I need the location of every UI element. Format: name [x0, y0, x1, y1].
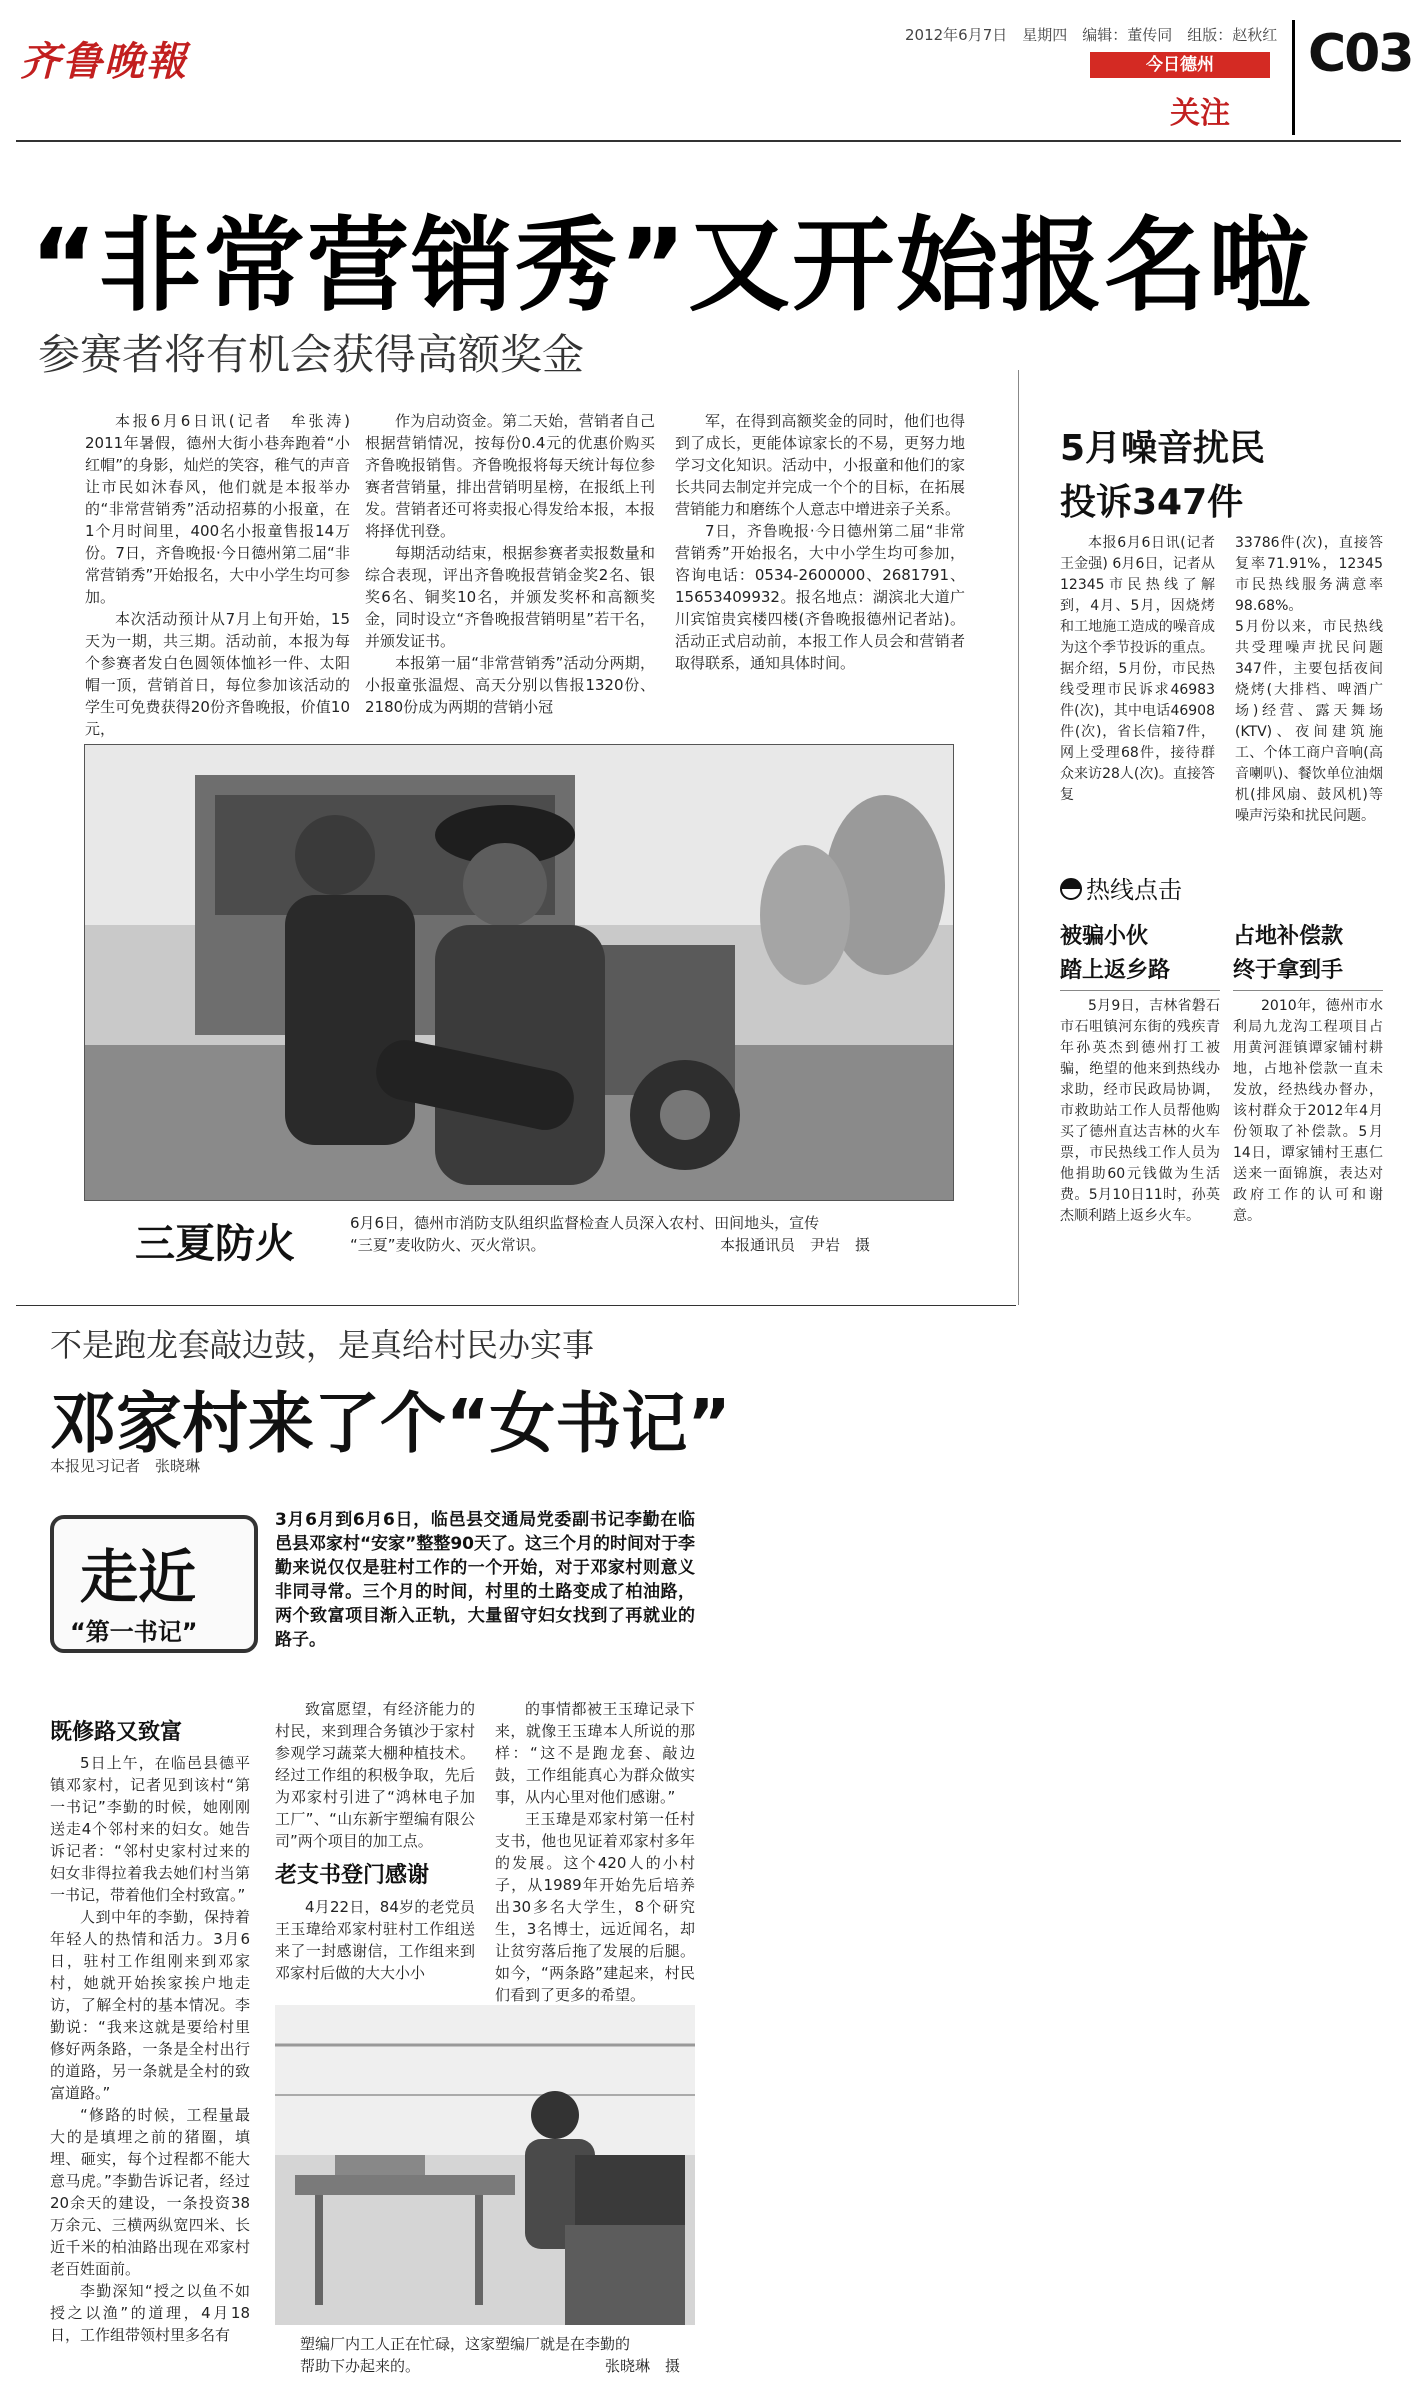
story-2-column-2 [275, 1698, 475, 1852]
masthead-logo: 齐鲁晚報 [20, 38, 188, 85]
hotline-header [1060, 870, 1182, 905]
story-2-kicker: 不是跑龙套敲边鼓，是真给村民办实事 [50, 1326, 595, 1364]
section-focus-label: 关注 [1170, 96, 1230, 131]
story-a-body: 5月9日，吉林省磐石市石咀镇河东街的残疾青年孙英杰到德州打工被骗，绝望的他来到热线办求助，经市民政局协调，市救助站工作人员帮他购买了德州直达吉林的火车票，市民热线工作人员为他捐助60元钱做为生活费。5月10日11时，孙英杰顺利踏上返乡火车。 [1060, 998, 1220, 1224]
header-divider [1292, 20, 1295, 135]
column-badge-subtitle: “第一书记” [70, 1618, 198, 1646]
paragraph: 4月22日，84岁的老党员王玉瑋给邓家村驻村工作组送来了一封感谢信，工作组来到邓家村后做的大大小小 [275, 1898, 475, 1982]
section-title: 老支书登门感谢 [275, 1863, 430, 1888]
caption-line-row [350, 1234, 950, 1256]
caption-line: 塑编厂内工人正在忙碌，这家塑编厂就是在李勤的 [300, 2335, 631, 2353]
main-story-column-1 [85, 410, 350, 740]
sidebar-column-2: 33786件(次)，直接答复率71.91%，12345市民热线服务满意率98.68%。 5月份以来，市民热线共受理噪声扰民问题347件，主要包括夜间烧烤(大排档、啤酒广场)经营、露天舞场(KTV)、夜间建筑施工、个体工商户音响(高音喇叭)、餐饮单位油烟机(排风扇、鼓风机)等噪声污染和扰民问题。 [1235, 535, 1383, 824]
main-story-column-2 [365, 410, 655, 718]
story-b-body: 2010年，德州市水利局九龙沟工程项目占用黄河涯镇谭家铺村耕地，占地补偿款一直未发放，经热线办督办，该村群众于2012年4月份领取了补偿款。5月14日，谭家铺村王惠仁送来一面锦旗，表达对政府工作的认可和谢意。 [1233, 998, 1383, 1224]
fire-safety-photo-image [85, 745, 953, 1200]
story-b-title [1233, 920, 1343, 988]
photo-credit: 本报通讯员 尹岩 摄 [719, 1236, 870, 1254]
story-2-column-3 [495, 1698, 695, 2006]
sidebar-title-line-2: 投诉347件 [1060, 482, 1244, 523]
paragraph: 本次活动预计从7月上旬开始，15天为一期，共三期。活动前，本报为每个参赛者发白色圆领体恤衫一件、太阳帽一顶，营销首日，每位参加该活动的学生可免费获得20份齐鲁晚报，价值10元， [85, 610, 350, 738]
caption-line: “三夏”麦收防火、灭火常识。 [350, 1236, 546, 1254]
fire-safety-photo [84, 744, 954, 1201]
paragraph: 5日上午，在临邑县德平镇邓家村，记者见到该村“第一书记”李勤的时候，她刚刚送走4个邻村来的妇女。她告诉记者：“邻村史家村过来的妇女非得拉着我去她们村当第一书记，带着他们全村致富。” [50, 1754, 250, 1904]
paragraph: 人到中年的李勤，保持着年轻人的热情和活力。3月6日，驻村工作组刚来到邓家村，她就开始挨家挨户地走访，了解全村的基本情况。李勤说：“我来这就是要给村里修好两条路，一条是全村出行的道路，另一条就是全村的致富道路。” [50, 1908, 250, 2102]
hotline-label: 热线点击 [1086, 876, 1182, 904]
story-2-headline: 邓家村来了个“女书记” [50, 1385, 731, 1462]
workshop-photo-caption [300, 2333, 700, 2377]
paragraph: 李勤深知“授之以鱼不如授之以渔”的道理，4月18日，工作组带领村里多名有 [50, 2282, 250, 2344]
story-a-title-line-1: 被骗小伙 [1060, 924, 1149, 949]
paragraph: 7日，齐鲁晚报·今日德州第二届“非常营销秀”开始报名，大中小学生均可参加，咨询电话：0534-2600000、2681791、15653409932。报名地点：湖滨北大道广川宾馆贵宾楼四楼(齐鲁晚报德州记者站)。活动正式启动前，本报工作人员会和营销者取得联系，通知具体时间。 [675, 522, 965, 672]
story-b-title-line-2: 终于拿到手 [1233, 958, 1344, 983]
section-banner: 今日德州 [1090, 52, 1270, 78]
story-2-column-2b [275, 1896, 475, 1984]
hotline-icon [1060, 878, 1082, 900]
section-title: 既修路又致富 [50, 1720, 183, 1745]
paragraph: 军，在得到高额奖金的同时，他们也得到了成长，更能体谅家长的不易，更努力地学习文化知识。活动中，小报童和他们的家长共同去制定并完成一个个的目标，在拓展营销能力和磨练个人意志中增进亲子关系。 [675, 412, 965, 518]
story-2-lead: 3月6月到6月6日，临邑县交通局党委副书记李勤在临邑县邓家村“安家”整整90天了。这三个月的时间对于李勤来说仅仅是驻村工作的一个开始，对于邓家村则意义非同寻常。三个月的时间，村里的土路变成了柏油路，两个致富项目渐入正轨，大量留守妇女找到了再就业的路子。 [275, 1510, 696, 1650]
story-a-title-line-2: 踏上返乡路 [1060, 958, 1171, 983]
photo-credit: 张晓琳 摄 [604, 2357, 680, 2375]
story-2-byline: 本报见习记者 张晓琳 [50, 1457, 201, 1475]
paragraph: 本报6月6日讯(记者 牟张涛) 2011年暑假，德州大街小巷奔跑着“小红帽”的身影，灿烂的笑容，稚气的声音让市民如沐春风，他们就是本报举办的“非常营销秀”活动招募的小报童，在1个月时间里，400名小报童售报14万份。7日，齐鲁晚报·今日德州第二届“非常营销秀”开始报名，大中小学生均可参加。 [85, 412, 350, 606]
sidebar-column-1: 本报6月6日讯(记者 王金强) 6月6日，记者从12345市民热线了解到，4月、5月，因烧烤和工地施工造成的噪音成为这个季节投诉的重点。 据介绍，5月份，市民热线受理市民诉求46983件(次)，其中电话46908件(次)，省长信箱7件，网上受理68件，接待群众来访28人(次)。直接答复 [1060, 535, 1215, 803]
caption-line: 帮助下办起来的。 [300, 2357, 421, 2375]
paragraph: 作为启动资金。第二天始，营销者自己根据营销情况，按每份0.4元的优惠价购买齐鲁晚报销售。齐鲁晚报将每天统计每位参赛者营销量，排出营销明星榜，在报纸上刊发。营销者还可将卖报心得发给本报，本报将择优刊登。 [365, 412, 655, 540]
main-story-column-3 [675, 410, 965, 674]
caption-line: 6月6日，德州市消防支队组织监督检查人员深入农村、田间地头，宣传 [350, 1214, 820, 1232]
paragraph: 本报第一届“非常营销秀”活动分两期，小报童张温煜、高天分别以售报1320份、2180份成为两期的营销小冠 [365, 654, 655, 716]
header-rule [16, 140, 1401, 142]
paragraph: “修路的时候，工程量最大的是填埋之前的猪圈，填埋、砸实，每个过程都不能大意马虎。”李勤告诉记者，经过20余天的建设，一条投资38万余元、三横两纵宽四米、长近千米的柏油路出现在邓家村老百姓面前。 [50, 2106, 250, 2278]
story-a-rule [1060, 990, 1220, 991]
column-badge-title: 走近 [80, 1543, 197, 1611]
fire-photo-caption [350, 1212, 950, 1256]
story-2-rule [16, 1305, 1016, 1306]
workshop-photo [275, 2005, 695, 2325]
main-subheadline: 参赛者将有机会获得高额奖金 [38, 330, 585, 379]
story-b-title-line-1: 占地补偿款 [1233, 924, 1344, 949]
sidebar-divider [1018, 370, 1019, 1305]
paragraph: 的事情都被王玉瑋记录下来，就像王玉瑋本人所说的那样：“这不是跑龙套、敲边鼓，工作组能真心为群众做实事，从内心里对他们感谢。” [495, 1700, 695, 1806]
story-2-column-1 [50, 1752, 250, 2346]
workshop-photo-image [275, 2005, 695, 2325]
main-headline: “非常营销秀”又开始报名啦 [30, 207, 1313, 326]
paragraph: 王玉瑋是邓家村第一任村支书，他也见证着邓家村多年的发展。这个420人的小村子，从1989年开始先后培养出30多名大学生，8个研究生，3名博士，远近闻名，却让贫穷落后拖了发展的后腿。如今，“两条路”建起来，村民们看到了更多的希望。 [495, 1810, 695, 2004]
photo-label: 三夏防火 [135, 1221, 295, 1267]
story-b-rule [1233, 990, 1383, 991]
caption-line-row [300, 2355, 700, 2377]
paragraph: 致富愿望，有经济能力的村民，来到理合务镇沙于家村参观学习蔬菜大棚种植技术。经过工作组的积极争取，先后为邓家村引进了“鸿林电子加工厂”、“山东新宇塑编有限公司”两个项目的加工点。 [275, 1700, 475, 1850]
sidebar-title-line-1: 5月噪音扰民 [1060, 428, 1266, 469]
story-a-title [1060, 920, 1170, 988]
paragraph: 每期活动结束，根据参赛者卖报数量和综合表现，评出齐鲁晚报营销金奖2名、银奖6名、铜奖10名，并颁发奖杯和高额奖金，同时设立“齐鲁晚报营销明星”若干名，并颁发证书。 [365, 544, 655, 650]
issue-info: 2012年6月7日 星期四 编辑：董传同 组版：赵秋红 [905, 26, 1278, 44]
page-code: C03 [1308, 24, 1413, 84]
